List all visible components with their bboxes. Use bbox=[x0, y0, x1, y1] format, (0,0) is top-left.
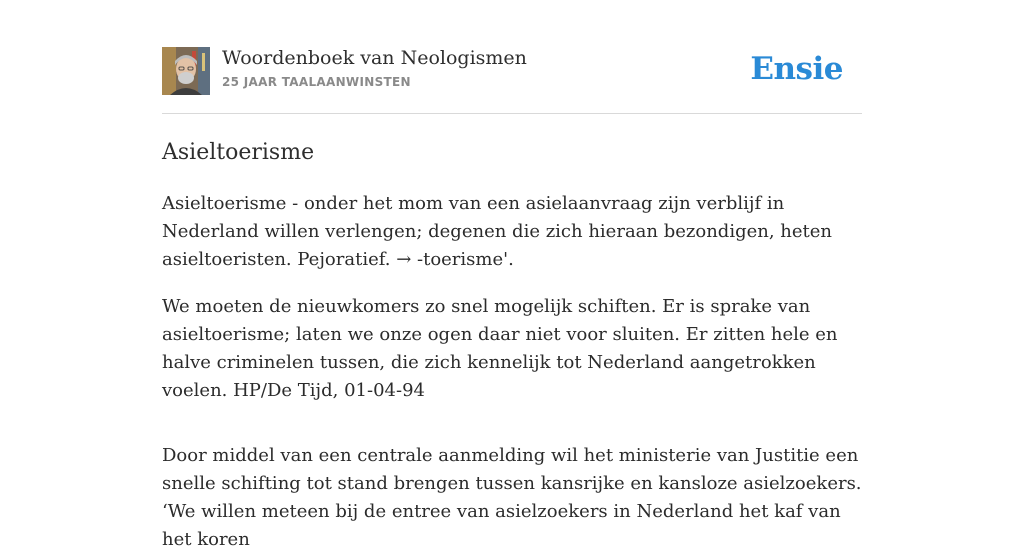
citation-paragraph: We moeten de nieuwkomers zo snel mogelijk schiften. Er is sprake van asieltoerisme; laten we onze ogen daar niet voor sluiten. Er zitten hele en halve criminelen tussen, die zich kennelijk tot Nederland aangetrokken voelen. HP/De Tijd, 01-04-94 bbox=[162, 296, 838, 401]
citation-paragraph: Door middel van een centrale aanmelding wil het ministerie van Justitie een snelle schifting tot stand brengen tussen kansrijke en kansloze asielzoekers. ‘We willen meteen bij de entree van asielzoekers in Nederland het kaf van het koren bbox=[162, 445, 862, 550]
person-photo-icon bbox=[162, 47, 210, 95]
entry-body bbox=[162, 190, 862, 554]
definition-paragraph: Asieltoerisme - onder het mom van een asielaanvraag zijn verblijf in Nederland willen verlengen; degenen die zich hieraan bezondigen, heten asieltoeristen. Pejoratief. → -toerisme'. bbox=[162, 193, 833, 270]
page bbox=[162, 0, 862, 554]
source-name[interactable]: Woordenboek van Neologismen bbox=[222, 47, 527, 69]
entry-title: Asieltoerisme bbox=[162, 140, 315, 165]
source-header bbox=[162, 46, 862, 114]
source-tagline: 25 JAAR TAALAANWINSTEN bbox=[222, 75, 411, 89]
source-avatar[interactable] bbox=[162, 47, 210, 95]
ensie-logo-link[interactable]: Ensie bbox=[750, 51, 843, 87]
